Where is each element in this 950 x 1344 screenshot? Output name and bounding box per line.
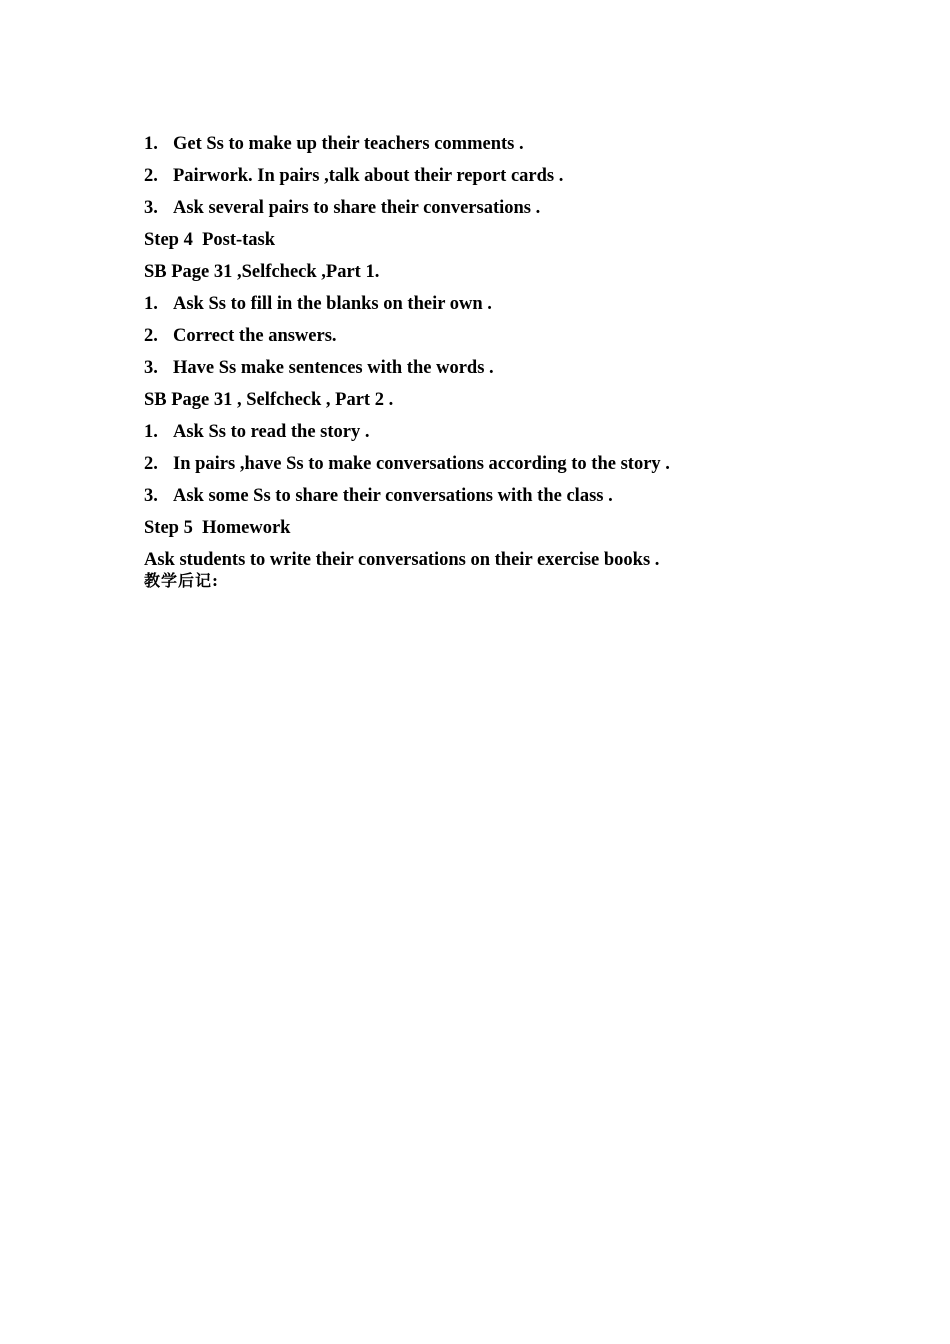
list-item	[144, 290, 824, 322]
list-number: 2.	[144, 166, 158, 186]
list-text: Correct the answers.	[173, 326, 337, 346]
list-text: Ask several pairs to share their conversations .	[173, 198, 541, 218]
list-number: 3.	[144, 486, 158, 506]
list-number: 2.	[144, 454, 158, 474]
list-number: 3.	[144, 198, 158, 218]
list-item	[144, 418, 824, 450]
list-number: 1.	[144, 294, 158, 314]
list-number: 2.	[144, 326, 158, 346]
homework-text-content: Ask students to write their conversations on their exercise books .	[144, 550, 660, 570]
list-item	[144, 354, 824, 386]
list-number: 1.	[144, 134, 158, 154]
list-text: Ask Ss to read the story .	[173, 422, 370, 442]
list-item	[144, 482, 824, 514]
list-item	[144, 450, 824, 482]
step-heading-text: Step 4 Post-task	[144, 230, 276, 250]
list-item	[144, 322, 824, 354]
list-number: 1.	[144, 422, 158, 442]
section-heading	[144, 258, 824, 290]
list-item	[144, 130, 824, 162]
lesson-plan-body	[144, 130, 824, 600]
list-number: 3.	[144, 358, 158, 378]
list-text: In pairs ,have Ss to make conversations according to the story .	[173, 454, 670, 474]
list-text: Have Ss make sentences with the words .	[173, 358, 494, 378]
step-heading-text: Step 5 Homework	[144, 518, 291, 538]
list-item	[144, 162, 824, 194]
teaching-notes-label: 教学后记:	[144, 571, 219, 590]
list-text: Pairwork. In pairs ,talk about their report cards .	[173, 166, 564, 186]
list-text: Ask some Ss to share their conversations with the class .	[173, 486, 613, 506]
step-heading	[144, 514, 824, 546]
section-heading-text: SB Page 31 ,Selfcheck ,Part 1.	[144, 262, 380, 282]
list-text: Ask Ss to fill in the blanks on their own .	[173, 294, 492, 314]
section-heading-text: SB Page 31 , Selfcheck , Part 2 .	[144, 390, 394, 410]
homework-text	[144, 546, 824, 572]
section-heading	[144, 386, 824, 418]
list-item	[144, 194, 824, 226]
list-text: Get Ss to make up their teachers comments .	[173, 134, 524, 154]
step-heading	[144, 226, 824, 258]
